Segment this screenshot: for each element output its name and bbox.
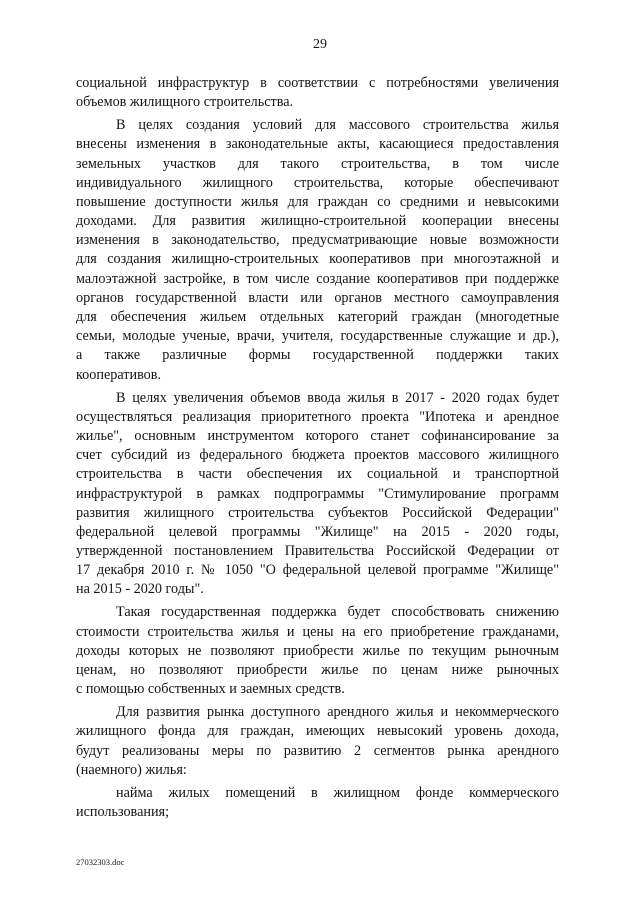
text-line: индивидуального жилищного строительства, которые обеспечивают [76,174,559,191]
text-line: стоимости строительства жилья и цены на его приобретение гражданами, [76,623,559,640]
text-line: Такая государственная поддержка будет способствовать снижению [116,604,559,621]
text-line: малоэтажной застройке, в том числе создание кооперативов при поддержке [76,270,559,287]
text-line: на 2015 - 2020 годы". [76,581,204,598]
text-line: Для развития рынка доступного арендного жилья и некоммерческого [116,704,559,721]
document-body [76,74,559,822]
text-line: развития жилищного строительства субъектов Российской Федерации" [76,504,559,521]
text-line: объемов жилищного строительства. [76,94,294,111]
paragraph [76,389,559,600]
text-line: строительства в части обеспечения их социальной и транспортной [76,466,559,483]
text-line: социальной инфраструктур в соответствии с потребностями увеличения [76,75,559,91]
paragraph [76,603,559,699]
text-line: инфраструктурой в рамках подпрограммы "Стимулирование программ [76,485,559,502]
text-line: повышение доступности жилья для граждан со средними и невысокими [76,193,559,210]
text-line: будут реализованы меры по развитию 2 сегментов рынка арендного [76,742,559,759]
text-line: 17 декабря 2010 г. № 1050 "О федеральной целевой программе "Жилище" [76,562,559,579]
text-line: для обеспечения жильем отдельных категорий граждан (многодетные [76,309,559,326]
text-line: утвержденной постановлением Правительства Российской Федерации от [76,543,559,560]
text-line: жилье", основным инструментом которого станет софинансирование за [76,427,559,444]
paragraph [76,784,559,822]
text-line: для создания жилищно-строительных кооперативов при многоэтажной и [76,251,559,268]
text-line: осуществляться реализация приоритетного проекта "Ипотека и арендное [76,408,559,425]
text-line: кооперативов. [76,366,162,383]
text-line: изменения в законодательство, предусматривающие новые возможности [76,232,559,249]
text-line: семьи, молодые ученые, врачи, учителя, государственные служащие и др.), [76,328,559,345]
text-line: использования; [76,803,170,820]
text-line: В целях увеличения объемов ввода жилья в 2017 - 2020 годах будет [116,389,559,406]
text-line: (наемного) жилья: [76,761,187,778]
text-line: счет субсидий из федерального бюджета проектов массового жилищного [76,447,559,464]
text-line: найма жилых помещений в жилищном фонде коммерческого [116,784,559,801]
text-line: доходами. Для развития жилищно-строительной кооперации внесены [76,213,559,230]
text-line: внесены изменения в законодательные акты, касающиеся предоставления [76,136,559,153]
text-line: с помощью собственных и заемных средств. [76,681,345,698]
footer-filename: 27032303.doc [76,857,125,867]
text-line: земельных участков для такого строительства, в том числе [76,155,559,172]
text-line: доходы которых не позволяют приобрести жилье по текущим рыночным [76,642,559,659]
text-line: В целях создания условий для массового строительства жилья [116,117,559,134]
paragraph [76,116,559,385]
paragraph [76,703,559,780]
text-line: федеральной целевой программы "Жилище" на 2015 - 2020 годы, [76,523,559,540]
text-line: жилищного фонда для граждан, имеющих невысокий уровень дохода, [76,723,559,740]
text-line: а также различные формы государственной поддержки таких [76,347,559,364]
paragraph [76,74,559,112]
page-number: 29 [313,37,327,52]
text-line: ценам, но позволяют приобрести жилье по ценам ниже рыночных [76,662,559,679]
text-line: органов государственной власти или органов местного самоуправления [76,289,559,306]
